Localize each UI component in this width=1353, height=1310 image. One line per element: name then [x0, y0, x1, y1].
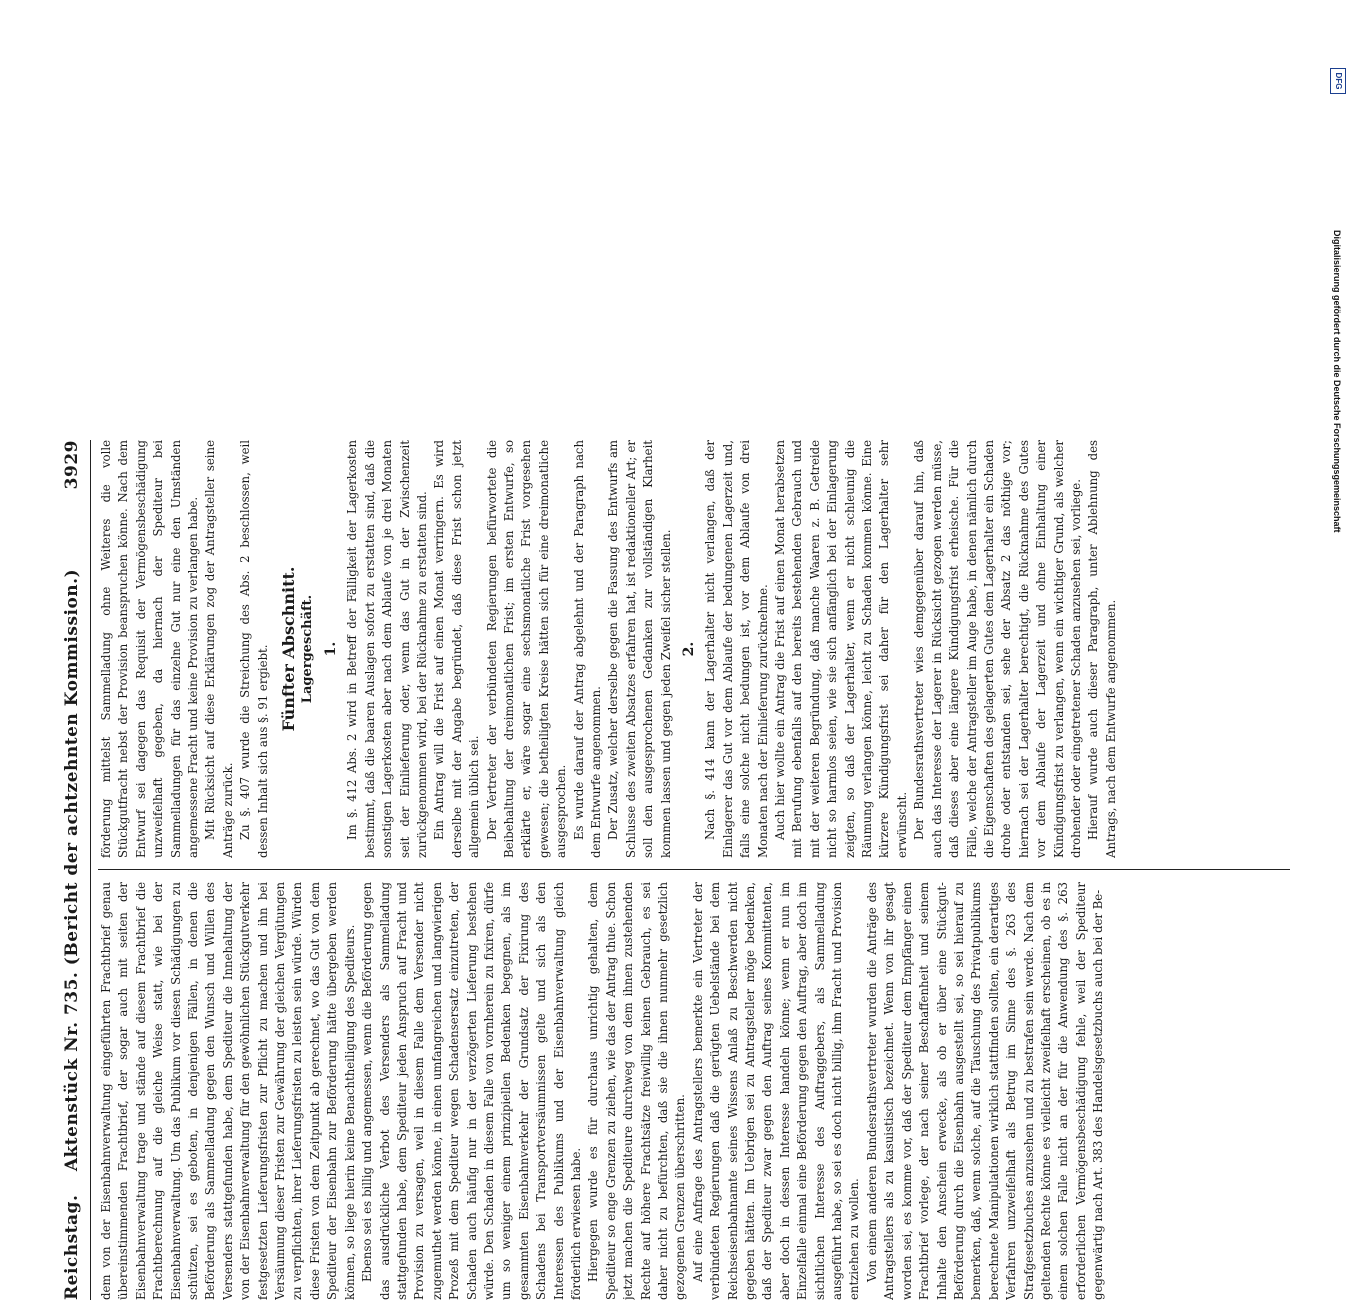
- paragraph: Hiergegen wurde es für durchaus unrichtig gehalten, dem Spediteur so enge Grenzen zu ziehen, wie das der Antrag thue. Schon jetzt machen die Spediteure durchweg von dem ihnen zustehenden Rechte auf höhere Frachtsätze freiwillig keinen Gebrauch, es sei daher nicht zu befürchten, daß sie die ihnen nunmehr gesetzlich gezogenen Grenzen überschritten.: [586, 882, 688, 1300]
- paragraph: Auf eine Anfrage des Antragstellers bemerkte ein Vertreter der verbündeten Regierungen daß die gerügten Uebelstände bei dem Reichseisenbahnamte seines Wissens Anlaß zu Beschwerden nicht gegeben hätten. Im Uebrigen sei zu Antragsteller möge bedenken, daß der Spediteur zwar gegen den Auftrag seines Kommittenten, aber doch in dessen Interesse handeln könne; wenn er nun im Einzelfalle einmal eine Beförderung gegen den Auftrag, aber doch im sichtlichen Interesse des Auftraggebers, als Sammelladung ausgeführt habe, so sei es doch nicht billig, ihm Fracht und Provision entziehen zu wollen.: [690, 882, 862, 1300]
- header-center: [62, 440, 82, 1300]
- dfg-logo: DFG: [1330, 68, 1346, 94]
- column-divider: [98, 869, 1290, 870]
- paragraph: förderung mittelst Sammelladung ohne Weiteres die volle Stückgutfracht nebst der Provision beanspruchen könne. Nach dem Entwurf sei dagegen das Requisit der Vermögensbeschädigung unzweifelhaft gegeben, da hiernach der Spediteur bei Sammelladungen für das einzelne Gut nur eine den Umständen angemessene Fracht und keine Provision zu verlangen habe.: [99, 440, 201, 858]
- rotated-page-content: [50, 430, 1300, 1310]
- digitization-credit-inner: [1318, 60, 1348, 940]
- paragraph: Der Bundesrathsvertreter wies demgegenüber darauf hin, daß auch das Interesse der Lagerer in Rücksicht gezogen werden müsse, daß dieses aber eine längere Kündigungsfrist erheische. Für die Fälle, welche der Antragsteller im Auge habe, in denen nämlich durch die Eigenschaften des gelagerten Gutes dem Lagerhalter ein Schaden drohe oder entstanden sei, sehe der Absatz 2 das nöthige vor; hiernach sei der Lagerhalter berechtigt, die Rücknahme des Gutes vor dem Ablaufe der Lagerzeit und ohne Einhaltung einer Kündigungsfrist zu verlangen, wenn ein wichtiger Grund, als welcher drohender oder eingetretener Schaden anzusehen sei, vorliege.: [912, 440, 1083, 858]
- paragraph: Auch hier wollte ein Antrag die Frist auf einen Monat herabsetzen mit Berufung ebenfalls auf den bereits bestehenden Gebrauch und mit der weiteren Begründung, daß manche Waaren z. B. Getreide nicht so harmlos seien, wie sie sich anfänglich bei der Einlagerung zeigten, so daß der Lagerhalter, wenn er nicht schleunig die Räumung verlangen könne, leicht zu Schaden kommen könne. Eine kürzere Kündigungsfrist sei daher für den Lagerhalter sehr erwünscht.: [773, 440, 909, 858]
- page-number: 3929: [62, 440, 82, 490]
- paragraph: Nach §. 414 kann der Lagerhalter nicht verlangen, daß der Einlagerer das Gut vor dem Ablaufe der bedungenen Lagerzeit und, falls eine solche nicht bedungen ist, vor dem Ablaufe von drei Monaten nach der Einlieferung zurücknehme.: [703, 440, 770, 858]
- paragraph: dem von der Eisenbahnverwaltung eingeführten Frachtbrief genau übereinstimmenden Frachtbrief, der sogar auch mit seiten der Eisenbahnverwaltung trage und stände auf diesem Frachtbrief die Frachtberechnung auf die gleiche Weise statt, wie bei der Eisenbahnverwaltung. Um das Publikum vor diesen Schädigungen zu schützen, sei es geboten, in denjenigen Fällen, in denen die Beförderung als Sammelladung gegen den Wunsch und Willen des Versenders stattgefunden habe, dem Spediteur die Innehaltung der von der Eisenbahnverwaltung für den gewöhnlichen Stückgutverkehr festgesetzten Lieferungsfristen zur Pflicht zu machen und ihn bei Versäumung dieser Fristen zur Gewährung der gleichen Vergütungen zu verpflichten, ihrer Lieferungsfristen zu leisten sein würde. Würden diese Fristen von dem Zeitpunkt ab gerechnet, wo das Gut von dem Spediteur der Eisenbahn zur Beförderung hätte übergeben werden können, so liege hierin keine Benachtheiligung des Spediteurs.: [99, 882, 357, 1300]
- paragraph: Es wurde darauf der Antrag abgelehnt und der Paragraph nach dem Entwurfe angenommen.: [571, 440, 603, 858]
- paragraph: Der Zusatz, welcher derselbe gegen die Fassung des Entwurfs am Schlusse des zweiten Absatzes erfahren hat, ist redaktioneller Art; er soll den ausgesprochenen Gedanken zur vollständigen Klarheit kommen lassen und gegen jeden Zweifel sicher stellen.: [606, 440, 673, 858]
- subsection-number: 2.: [681, 641, 697, 657]
- header-report-title: (Bericht der achtzehnten Kommission.): [62, 568, 82, 966]
- header-document-number: Aktenstück Nr. 735.: [62, 971, 82, 1172]
- paragraph: Von einem anderen Bundesrathsvertreter wurden die Anträge des Antragstellers als zu kasuistisch bezeichnet. Wenn von ihr gesagt worden sei, es komme vor, daß der Spediteur dem Empfänger einen Frachtbrief vorlege, der nach seiner Beschaffenheit und seinem Inhalte den Anschein erwecke, als ob er über eine Stückgut-Beförderung durch die Eisenbahn ausgestellt sei, so sei hierauf zu bemerken, daß, wenn solche, auf die Täuschung des Privatpublikums berechnete Manipulationen wirklich stattfinden sollten, ein derartiges Verfahren unzweifelhaft als Betrug im Sinne des §. 263 des Strafgesetzbuches anzusehen und zu bestrafen sein werde. Nach dem geltenden Rechte könne es vielleicht zweifelhaft erscheinen, ob es in einem solchen Falle nicht an der für die Anwendung des §. 263 erforderlichen Vermögensbeschädigung fehle, weil der Spediteur gegenwärtig nach Art. 383 des Handelsgesetzbuchs auch bei der Be-: [864, 882, 1106, 1300]
- section-title: Fünfter Abschnitt.: [279, 566, 299, 732]
- header-left: Reichstag.: [62, 1194, 82, 1300]
- paragraph: Der Vertreter der verbündeten Regierungen befürwortete die Beibehaltung der dreimonatlichen Frist; im ersten Entwurfe, so erklärte er, wäre sogar eine sechsmonatliche Frist vorgesehen gewesen; die betheiligten Kreise hätten sich für eine dreimonatliche ausgesprochen.: [484, 440, 569, 858]
- paragraph: Ebenso sei es billig und angemessen, wenn die Beförderung gegen das ausdrückliche Verbot des Versenders als Sammelladung stattgefunden habe, dem Spediteur jeden Anspruch auf Fracht und Provision zu versagen, weil in diesem Falle dem Versender nicht zugemuthet werden könne, in einen umfangreichen und langwierigen Prozeß mit dem Spediteur wegen Schadensersatz einzutreten, der Schaden auch häufig nur in der verzögerten Lieferung bestehen würde. Den Schaden in diesem Falle von vornherein zu fixiren, dürfe um so weniger einem prinzipiellen Bedenken begegnen, als im gesammten Eisenbahnverkehr der Grundsatz der Fixirung des Schadens bei Transportversäumnissen gelte und sich als den Interessen des Publikums und der Eisenbahnverwaltung gleich förderlich erwiesen habe.: [360, 882, 583, 1300]
- paragraph: Zu §. 407 wurde die Streichung des Abs. 2 beschlossen, weil dessen Inhalt sich aus §. 91 ergiebt.: [238, 440, 270, 858]
- subsection-number: 1.: [322, 641, 339, 657]
- paragraph: Im §. 412 Abs. 2 wird in Betreff der Fälligkeit der Lagerkosten bestimmt, daß die baaren Auslagen sofort zu erstatten sind, daß die sonstigen Lagerkosten aber nach dem Ablaufe von je drei Monaten seit der Einlieferung oder, wenn das Gut in der Zwischenzeit zurückgenommen wird, bei der Rücknahme zu erstatten sind.: [345, 440, 429, 858]
- digitization-credit-text: Digitalisierung gefördert durch die Deutsche Forschungsgemeinschaft: [1332, 230, 1342, 533]
- paragraph: Mit Rücksicht auf diese Erklärungen zog der Antragsteller seine Anträge zurück.: [203, 440, 235, 858]
- paragraph: Hierauf wurde auch dieser Paragraph, unter Ablehnung des Antrags, nach dem Entwurfe angenommen.: [1086, 440, 1118, 858]
- section-subtitle: Lagergeschäft.: [300, 594, 316, 704]
- digitization-credit: [1318, 60, 1348, 940]
- left-column: [98, 882, 1290, 1300]
- header-rule: [90, 440, 91, 1300]
- scanned-page: [50, 60, 1300, 1300]
- paragraph: Ein Antrag will die Frist auf einen Monat verringern. Es wird derselbe mit der Angabe begründet, daß diese Frist schon jetzt allgemein üblich sei.: [432, 440, 482, 858]
- page-header: [56, 440, 88, 1300]
- right-column: [98, 440, 1290, 858]
